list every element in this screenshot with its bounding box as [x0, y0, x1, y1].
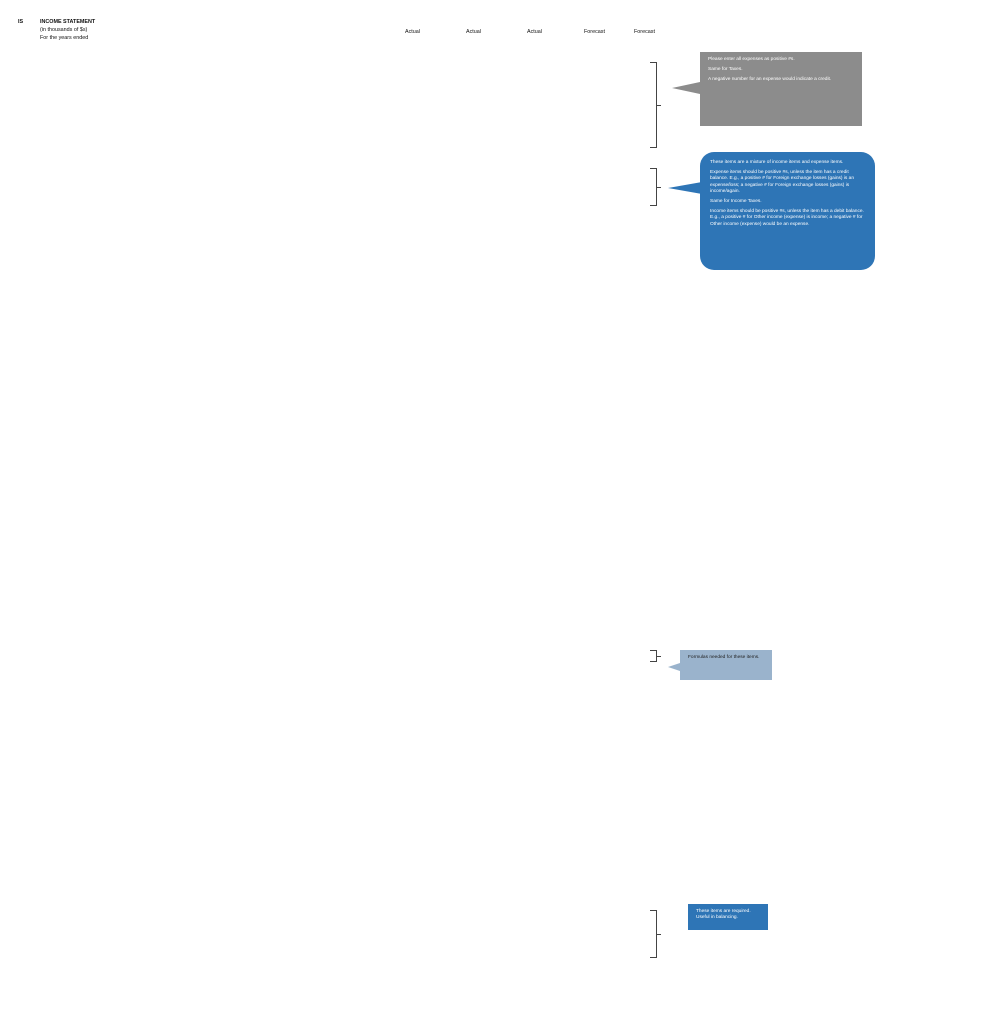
section-code: IS [18, 19, 24, 25]
callout-text: These items are a mixture of income items and expense items. [710, 160, 844, 165]
brace [650, 168, 657, 206]
header-row [0, 28, 983, 36]
callout-text: Same for Taxes. [708, 67, 743, 73]
units: (in thousands of $s) [40, 27, 88, 33]
section-title-row [0, 18, 983, 26]
col-header: Actual [405, 29, 420, 35]
callout-pointer [668, 182, 702, 194]
callout-text: Same for Income Taxes. [710, 199, 762, 205]
callout-income-expense-mix [700, 152, 875, 270]
callout-expenses-positive [700, 52, 862, 126]
col-header: Forecast [584, 29, 605, 35]
callout-required-items [688, 904, 768, 930]
period: For the years ended [40, 35, 89, 41]
brace [650, 910, 657, 958]
callout-pointer [668, 663, 680, 671]
callout-text: Expense items should be positive #s, unless the item has a credit balance. E.g., a positive # for Foreign exchange losses (gains) is an expense/loss; a negative # for Foreign exchange losses (gains) is income/again. [710, 170, 854, 194]
section-title: INCOME STATEMENT [40, 19, 96, 25]
brace [650, 62, 657, 148]
callout-text: Income items should be positive #s, unless the item has a debit balance. E.g., a positive # for Other income (expense) is income; a negative # for Other income (expense) would be an expense. [710, 209, 864, 227]
brace [650, 650, 657, 662]
callout-pointer [672, 82, 700, 94]
col-header: Actual [466, 29, 481, 35]
callout-text: These items are required. Useful in balancing. [696, 909, 751, 921]
col-header: Actual [527, 29, 542, 35]
callout-text: A negative number for an expense would indicate a credit. [708, 77, 832, 83]
callout-formulas-needed [680, 650, 772, 680]
callout-text: Formulas needed for these items. [688, 655, 760, 660]
callout-text: Please enter all expenses as positive #s. [708, 57, 795, 62]
col-header: Forecast [634, 29, 655, 35]
